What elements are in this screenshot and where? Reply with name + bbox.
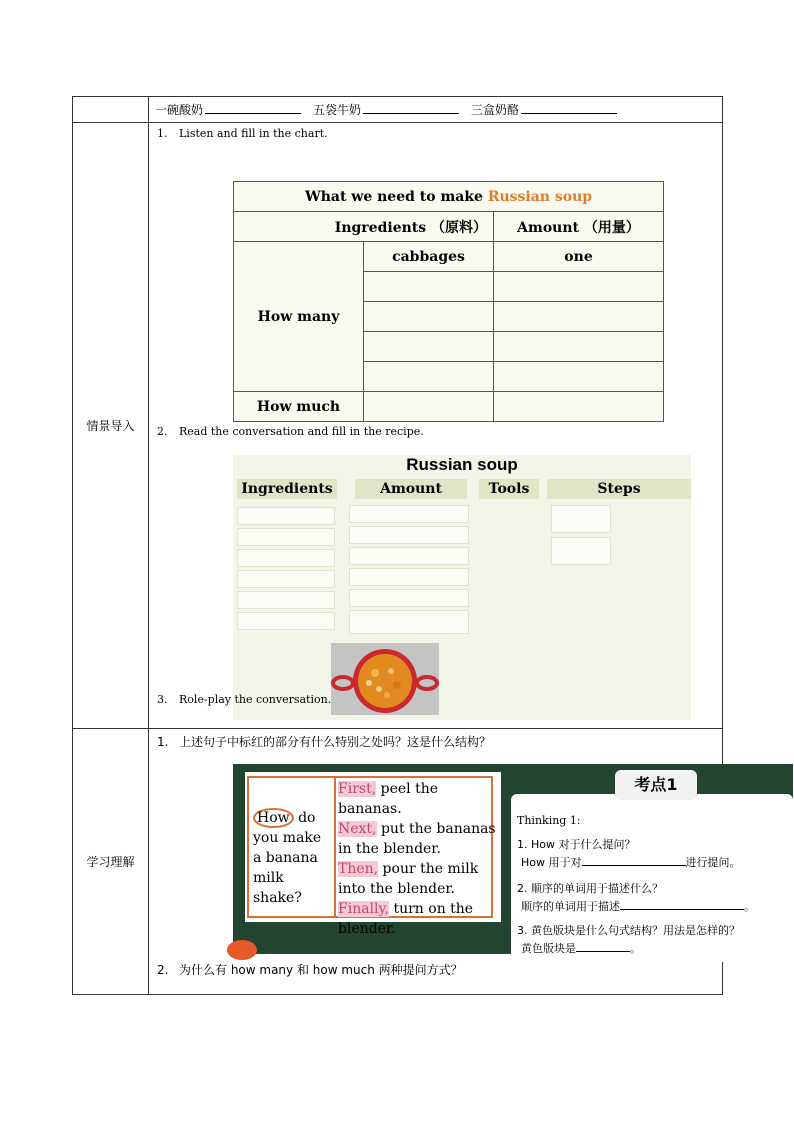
recipe-ingredient-slot[interactable] (237, 591, 335, 609)
col-ingredients: Ingredients （原料） (234, 212, 494, 242)
amount-blank[interactable] (494, 362, 664, 392)
milk-item-1: 一碗酸奶 (155, 101, 301, 118)
blank-line[interactable] (521, 101, 617, 114)
step-line: blender. (338, 921, 396, 937)
row-how-much: How much (234, 392, 364, 422)
ingredients-chart (233, 181, 664, 422)
thinking-line: 黄色版块是 。 (521, 942, 641, 955)
answer-blank[interactable] (576, 941, 630, 952)
recipe-ingredient-slot[interactable] (237, 528, 335, 546)
step-line: into the blender. (338, 881, 455, 897)
how-word: How (253, 808, 294, 828)
step-line: Next, put the bananas (338, 821, 496, 837)
thinking-card (511, 794, 793, 962)
milk-item-3: 三盒奶酪 (471, 101, 617, 118)
thinking-line: 3. 黄色版块是什么句式结构？用法是怎样的？ (517, 924, 740, 937)
ingredient-cell: cabbages (364, 242, 494, 272)
kaodian-badge: 考点1 (615, 770, 697, 800)
step-line: Finally, turn on the (338, 901, 474, 917)
row-how-many: How many (234, 242, 364, 392)
how-question: How do you make a banana milk shake? (253, 810, 322, 906)
top-row-label-cell (73, 97, 149, 123)
amount-blank[interactable] (494, 272, 664, 302)
recipe-ingredient-slot[interactable] (237, 612, 335, 630)
recipe-amount-slot[interactable] (349, 568, 469, 586)
ingredient-blank[interactable] (364, 362, 494, 392)
ingredient-blank[interactable] (364, 302, 494, 332)
recipe-tools-slot[interactable] (551, 505, 611, 533)
milk-items (149, 97, 722, 122)
recipe-tools-slot[interactable] (551, 537, 611, 565)
ingredient-blank[interactable] (364, 272, 494, 302)
question-understanding-1: 1. 上述句子中标红的部分有什么特别之处吗？这是什么结构？ (157, 735, 492, 749)
recipe-amount-slot[interactable] (349, 526, 469, 544)
recipe-panel (233, 455, 691, 720)
recipe-amount-slot[interactable] (349, 505, 469, 523)
soup-pot-icon (331, 643, 439, 715)
recipe-title: Russian soup (406, 455, 518, 474)
question-understanding-2: 2. 为什么有 how many 和 how much 两种提问方式？ (157, 963, 463, 977)
recipe-amount-slot[interactable] (349, 610, 469, 634)
blank-line[interactable] (363, 101, 459, 114)
steps-list (338, 779, 498, 939)
thinking-title: Thinking 1: (517, 814, 581, 827)
thinking-line: 1. How 对于什么提问？ (517, 838, 636, 851)
blank-line[interactable] (205, 101, 301, 114)
chart-title: What we need to make Russian soup (234, 182, 664, 212)
recipe-amount-slot[interactable] (349, 589, 469, 607)
recipe-header-steps: Steps (547, 479, 691, 499)
amount-blank[interactable] (494, 302, 664, 332)
ingredient-blank[interactable] (364, 332, 494, 362)
recipe-ingredient-slot[interactable] (237, 570, 335, 588)
thinking-line: 2. 顺序的单词用于描述什么？ (517, 882, 663, 895)
amount-blank[interactable] (494, 392, 664, 422)
step-line: First, peel the bananas. (338, 781, 438, 817)
lesson-slide (233, 764, 793, 954)
thinking-line: How 用于对 进行提问。 (521, 856, 741, 869)
section-label-intro: 情景导入 (73, 123, 149, 729)
amount-blank[interactable] (494, 332, 664, 362)
col-amount: Amount （用量） (494, 212, 664, 242)
section-intro-content (149, 123, 723, 729)
section-understanding-content (149, 729, 755, 995)
question-2: 2. Read the conversation and fill in the recipe. (157, 425, 424, 438)
recipe-ingredient-slot[interactable] (237, 549, 335, 567)
decorative-dot-icon (227, 940, 257, 960)
worksheet-table (72, 96, 755, 995)
milk-item-2: 五袋牛奶 (313, 101, 459, 118)
step-line: in the blender. (338, 841, 441, 857)
answer-blank[interactable] (620, 899, 744, 910)
answer-blank[interactable] (582, 855, 686, 866)
step-line: Then, pour the milk (338, 861, 479, 877)
amount-cell: one (494, 242, 664, 272)
ingredient-blank[interactable] (364, 392, 494, 422)
question-3: 3. Role-play the conversation. (157, 693, 332, 706)
soup-pot-image (331, 643, 439, 715)
example-card (245, 772, 501, 937)
example-box (247, 776, 496, 937)
thinking-line: 顺序的单词用于描述 。 (521, 900, 755, 913)
example-divider (334, 778, 336, 916)
recipe-header-ingredients: Ingredients (237, 479, 337, 499)
recipe-amount-slot[interactable] (349, 547, 469, 565)
recipe-ingredient-slot[interactable] (237, 507, 335, 525)
section-label-understanding: 学习理解 (73, 729, 149, 995)
recipe-header-tools: Tools (479, 479, 539, 499)
question-1: 1. Listen and fill in the chart. (157, 127, 328, 140)
top-row-cell (149, 97, 723, 123)
recipe-header-amount: Amount (355, 479, 467, 499)
